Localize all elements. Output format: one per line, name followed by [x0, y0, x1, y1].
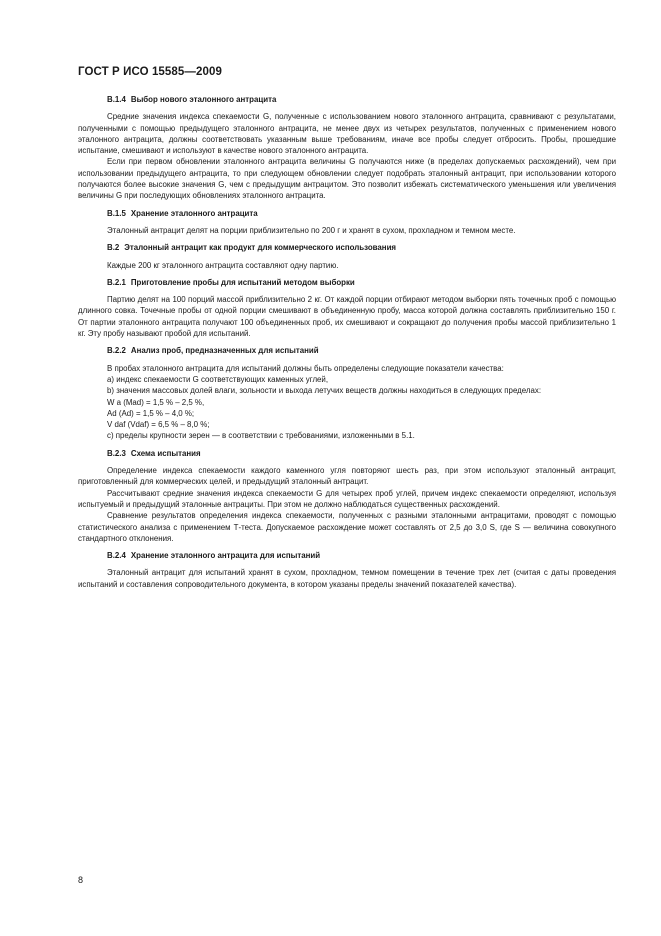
paragraph: Эталонный антрацит для испытаний хранят в сухом, прохладном, темном помещении в течение трех лет (считая с даты проведения испытаний и составления сопроводительного документа, в котором указаны пределы значений показателей качества). [78, 568, 616, 589]
section-heading: В.1.5 Хранение эталонного антрацита [107, 208, 258, 218]
paragraph: Эталонный антрацит делят на порции приблизительно по 200 г и хранят в сухом, прохладном и темном месте. [107, 225, 516, 235]
section-heading: В.1.4 Выбор нового эталонного антрацита [107, 95, 277, 104]
paragraph: В пробах эталонного антрацита для испытаний должны быть определены следующие показатели качества: [107, 363, 504, 373]
section-heading: В.2.2 Анализ проб, предназначенных для испытаний [107, 346, 319, 356]
paragraph: Сравнение результатов определения индекса спекаемости, полученных с разными эталонными антрацитами, проводят с помощью статистического анализа с применением Т-теста. Допускаемое расхождение может составлять от 2,5 до 3,0 S, где S — величина совокупного стандартного отклонения. [78, 511, 616, 543]
list-item: a) индекс спекаемости G соответствующих каменных углей, [107, 374, 329, 384]
section-heading: В.2.4 Хранение эталонного антрацита для испытаний [107, 551, 321, 561]
paragraph: Рассчитывают средние значения индекса спекаемости G для четырех проб углей, причем индекс спекаемости определяют, используя испытуемый и предыдущий эталонные антрациты. При этом не должно наблюдаться существенных расхождений. [78, 488, 616, 509]
paragraph: Определение индекса спекаемости каждого каменного угля повторяют шесть раз, при этом используют эталонный антрацит, приготовленный для коммерческих целей, и предыдущий эталонный антрацит. [78, 466, 616, 487]
formula-block [78, 397, 616, 431]
page-number: 8 [78, 875, 84, 885]
paragraph: Если при первом обновлении эталонного антрацита величины G получаются ниже (в пределах допускаемых расхождений), чем при использовании предыдущего антрацита, то при следующем обновлении следует подобрать эталонный антрацит, при использовании которого получаются более высокие значения G, чем с предыдущим антрацитом. Это позволит избежать систематического уменьшения или увеличения величины G при последующих обновлениях эталонного антрацита. [78, 157, 616, 201]
paragraph: Партию делят на 100 порций массой приблизительно 2 кг. От каждой порции отбирают методом выборки пять точечных проб с помощью длинного совка. Точечные пробы от одной порции смешивают в объединенную пробу, масса которой должна составлять приблизительно 150 г. От партии эталонного антрацита получают 100 объединенных проб, их смешивают и сокращают до получения пробы массой приблизительно 1 кг. Эту пробу называют пробой для испытаний. [78, 295, 616, 339]
page-header: ГОСТ Р ИСО 15585—2009 [78, 66, 223, 78]
section-heading: В.2.3 Схема испытания [107, 448, 201, 458]
section-heading: В.2 Эталонный антрацит как продукт для коммерческого использования [107, 243, 397, 253]
document-body [78, 94, 616, 590]
paragraph: Каждые 200 кг эталонного антрацита составляют одну партию. [107, 260, 339, 270]
list-item: c) пределы крупности зерен — в соответствии с требованиями, изложенными в 5.1. [107, 431, 415, 441]
formula-line: W a (Mad) = 1,5 % – 2,5 %, [107, 397, 205, 407]
formula-line: V daf (Vdaf) = 6,5 % – 8,0 %; [107, 420, 210, 430]
formula-line: Ad (Ad) = 1,5 % – 4,0 %; [107, 408, 195, 418]
paragraph: Средние значения индекса спекаемости G, полученные с использованием нового эталонного антрацита, сравнивают с результатами, полученными с помощью предыдущего эталонного антрацита, не менее двух из четырех результатов, полученных с применением нового эталонного антрацита, должны соответствовать указанным выше требованиям, иначе все пробы следует отбросить. Пробы, прошедшие испытание, смешивают и используют в качестве нового эталонного антрацита. [78, 112, 616, 156]
list-item: b) значения массовых долей влаги, зольности и выхода летучих веществ должны находиться в следующих пределах: [107, 386, 542, 396]
section-heading: В.2.1 Приготовление пробы для испытаний методом выборки [107, 277, 355, 287]
